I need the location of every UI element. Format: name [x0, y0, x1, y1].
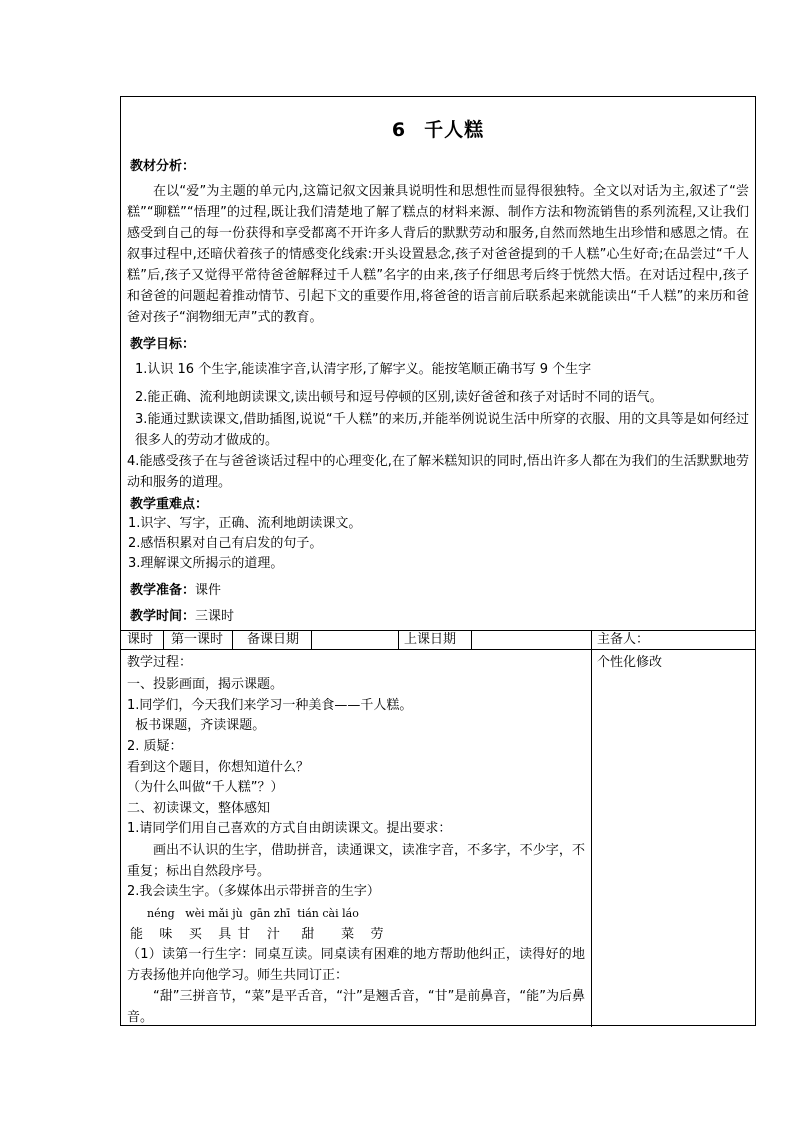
character: 能 — [130, 927, 145, 942]
character: 菜 — [341, 927, 356, 942]
process-line: 2. 质疑： — [127, 739, 183, 754]
preparation-row — [130, 581, 221, 601]
pinyin: wèi — [185, 907, 205, 920]
time-row — [130, 607, 234, 627]
pinyin: cài — [322, 907, 339, 920]
character: 买 — [188, 927, 203, 942]
prep-date-label: 备课日期 — [247, 632, 300, 647]
lesson-plan-frame — [120, 96, 756, 1026]
lesson-number: 6 — [391, 119, 407, 141]
pinyin: gān — [249, 907, 271, 920]
difficulty-item: 3.理解课文所揭示的道理。 — [128, 556, 284, 571]
analysis-text: 在以“爱”为主题的单元内,这篇记叙文因兼具说明性和思想性而显得很独特。全文以对话为主,叙述了“尝糕”“聊糕”“悟理”的过程,既让我们清楚地了解了糕点的材料来源、制作方法和物流销售的系列流程,又让我们感受到自己的每一份获得和享受都离不开许多人背后的默默劳动和服务,自然而然地生出珍惜和感恩之情。在叙事过程中,还暗伏着孩子的情感变化线索:开头设置悬念,孩子对爸爸提到的千人糕”心生好奇;在品尝过“千人糕”后,孩子又觉得平常待爸爸解释过千人糕”名字的由来,孩子仔细思考后终于恍然大悟。在对话过程中,孩子和爸爸的问题起着推动情节、引起下文的重要作用,将爸爸的语言前后联系起来就能读出“千人糕”的来历和爸爸对孩子“润物细无声”式的教育。 — [127, 184, 749, 325]
preparation-value: 课件 — [195, 583, 222, 598]
character: 甜 — [301, 927, 316, 942]
reading-requirement: 画出不认识的生字，借助拼音，读通课文，读准字音，不多字，不少字，不重复；标出自然段序号。 — [127, 843, 585, 879]
goal-item: 3.能通过默读课文,借助插图,说说“千人糕”的来历,并能举例说说生活中所穿的衣服、用的文具等是如何经过很多人的劳动才做成的。 — [135, 412, 749, 448]
character: 甘 — [237, 927, 252, 942]
character: 味 — [159, 927, 174, 942]
character: 劳 — [370, 927, 385, 942]
difficulty-item: 1.识字、写字，正确、流利地朗读课文。 — [128, 516, 362, 531]
cell-divider — [311, 630, 312, 649]
difficulty-item: 2.感悟积累对自己有启发的句子。 — [128, 536, 323, 551]
column-divider — [591, 630, 592, 1027]
lesson-value: 第一课时 — [171, 632, 224, 647]
pinyin: jù — [232, 907, 243, 920]
pinyin: tián — [297, 907, 319, 920]
pinyin: láo — [342, 907, 359, 920]
pinyin: mǎi — [208, 907, 229, 920]
pinyin: néng — [147, 907, 175, 920]
step-one-note: “甜”三拼音节，“菜”是平舌音，“汁”是翘舌音，“甘”是前鼻音，“能”为后鼻音。 — [127, 989, 585, 1025]
process-line: 1.同学们，今天我们来学习一种美食——千人糕。 — [127, 698, 413, 713]
class-date-label: 上课日期 — [404, 632, 457, 647]
process-line: 看到这个题目，你想知道什么？ — [127, 760, 310, 775]
time-value: 三课时 — [195, 609, 235, 624]
process-line: 二、初读课文，整体感知 — [127, 801, 271, 816]
process-line: （为什么叫做“千人糕”？） — [127, 780, 284, 795]
goals-heading: 教学目标： — [130, 337, 196, 352]
page-title — [121, 115, 755, 142]
analysis-heading: 教材分析： — [130, 159, 196, 174]
pinyin: zhī — [273, 907, 291, 920]
process-line: 板书课题，齐读课题。 — [127, 718, 266, 733]
cell-divider — [232, 630, 233, 649]
lesson-label: 课时 — [127, 632, 154, 647]
cell-divider — [471, 630, 472, 649]
personalized-revision-label: 个性化修改 — [597, 655, 663, 670]
goal-item: 4.能感受孩子在与爸爸谈话过程中的心理变化,在了解米糕知识的同时,悟出许多人都在为我们的生活默默地劳动和服务的道理。 — [127, 454, 749, 490]
goal-item: 1.认识 16 个生字,能读准字音,认清字形,了解字义。能按笔顺正确书写 9 个生字 — [135, 362, 592, 377]
preparation-label: 教学准备： — [130, 583, 196, 598]
goal-item: 2.能正确、流利地朗读课文,读出顿号和逗号停顿的区别,读好爸爸和孩子对话时不同的语气。 — [135, 390, 663, 405]
character-row — [130, 923, 385, 942]
process-heading: 教学过程： — [127, 655, 193, 670]
character: 具 — [218, 927, 233, 942]
pinyin-row — [147, 907, 359, 920]
cell-divider — [398, 630, 399, 649]
process-line: 一、投影画面，揭示课题。 — [127, 677, 284, 692]
cell-divider — [163, 630, 164, 649]
lesson-title: 千人糕 — [424, 119, 485, 141]
read-title: 2.我会读生字。（多媒体出示带拼音的生字） — [127, 884, 380, 899]
difficulties-heading: 教学重难点： — [130, 497, 209, 512]
time-label: 教学时间： — [130, 609, 196, 624]
character: 汁 — [266, 927, 281, 942]
preparer-label: 主备人： — [597, 632, 650, 647]
process-line: 1.请同学们用自己喜欢的方式自由朗读课文。提出要求： — [127, 821, 452, 836]
step-one: （1）读第一行生字：同桌互读。同桌读有困难的地方帮助他纠正，读得好的地方表扬他并向他学习。师生共同订正： — [127, 947, 585, 983]
